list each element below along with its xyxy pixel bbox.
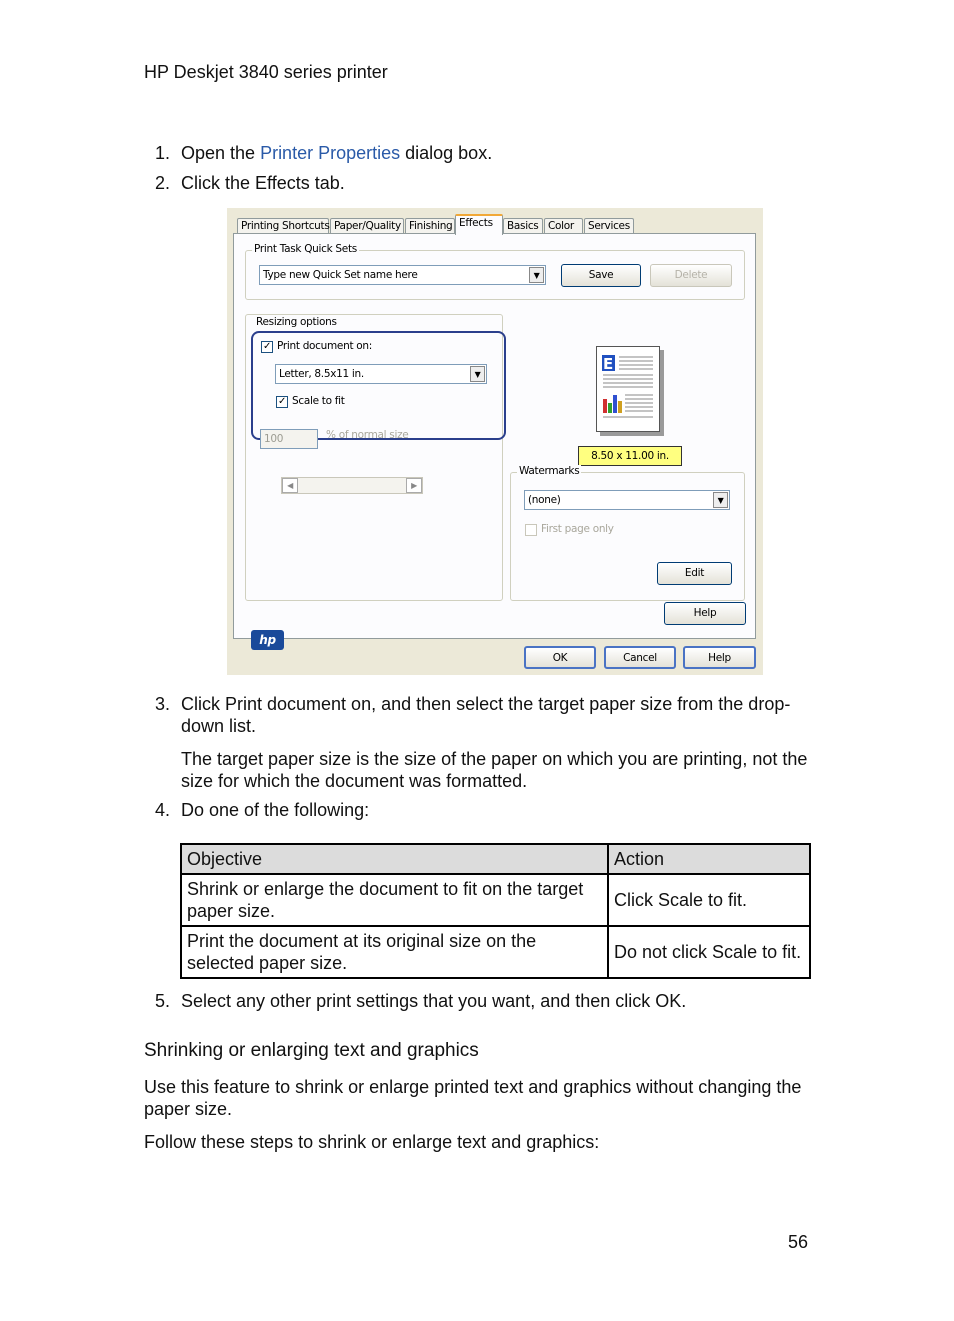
- paper-size-readout: 8.50 x 11.00 in.: [578, 446, 682, 466]
- tab-effects[interactable]: Effects: [455, 214, 503, 235]
- objective-cell: Shrink or enlarge the document to fit on the target paper size.: [181, 874, 608, 926]
- cancel-button[interactable]: Cancel: [604, 646, 676, 669]
- delete-button[interactable]: Delete: [650, 264, 732, 287]
- step-text-post: dialog box.: [400, 143, 493, 163]
- table-header-row: [181, 844, 810, 874]
- quick-set-combo[interactable]: [259, 265, 546, 285]
- step-text-post: , and then select the target paper size from the drop-down list.: [181, 694, 791, 736]
- paper-size-combo[interactable]: [275, 364, 487, 384]
- document-preview-icon: [597, 347, 659, 431]
- table-row: [181, 874, 810, 926]
- table-header-objective: Objective: [181, 844, 608, 874]
- chevron-down-icon[interactable]: ▼: [713, 492, 728, 508]
- action-cell: [608, 874, 810, 926]
- ok-button[interactable]: OK: [524, 646, 596, 669]
- tab-printing-shortcuts[interactable]: Printing Shortcuts: [237, 218, 329, 234]
- page-preview: [596, 346, 660, 432]
- tab-finishing[interactable]: Finishing: [405, 218, 455, 234]
- action-pre: Do not click: [614, 942, 713, 962]
- resizing-title: Resizing options: [256, 316, 337, 328]
- action-term: Scale to fit: [712, 942, 797, 962]
- percent-slider[interactable]: [281, 477, 423, 494]
- chevron-right-icon[interactable]: ▶: [406, 478, 422, 493]
- tab-services[interactable]: Services: [584, 218, 634, 234]
- step-number: 3.: [155, 694, 171, 714]
- watermarks-title: Watermarks: [519, 465, 580, 477]
- step-text: [181, 142, 813, 164]
- hp-logo: hp: [251, 630, 284, 650]
- page-number: 56: [788, 1232, 809, 1252]
- effects-panel: [233, 233, 756, 647]
- effects-term: Effects: [255, 173, 310, 193]
- watermark-value: (none): [528, 494, 561, 506]
- edit-button[interactable]: Edit: [657, 562, 732, 585]
- watermark-combo[interactable]: [524, 490, 730, 510]
- step-number: 2.: [155, 173, 171, 193]
- action-pre: Click: [614, 890, 658, 910]
- step-text: [181, 990, 813, 1012]
- tab-basics[interactable]: Basics: [503, 218, 543, 234]
- percent-field[interactable]: 100: [260, 429, 318, 449]
- dialog-help-button[interactable]: Help: [683, 646, 756, 669]
- quick-set-value: Type new Quick Set name here: [263, 269, 418, 281]
- section-paragraph-1: Use this feature to shrink or enlarge printed text and graphics without changing the paper size.: [144, 1077, 802, 1119]
- step-text: Do one of the following:: [181, 800, 370, 820]
- section-heading: Shrinking or enlarging text and graphics: [144, 1040, 479, 1061]
- help-button[interactable]: Help: [664, 602, 746, 625]
- step-number: 4.: [155, 800, 171, 820]
- quick-sets-title: Print Task Quick Sets: [254, 243, 357, 255]
- chevron-down-icon[interactable]: ▼: [529, 267, 544, 283]
- first-page-only-checkbox[interactable]: [525, 524, 537, 536]
- running-header: HP Deskjet 3840 series printer: [144, 62, 388, 82]
- step-text-pre: Click: [181, 694, 225, 714]
- step-number: 1.: [155, 143, 171, 163]
- action-cell: [608, 926, 810, 978]
- scale-to-fit-label: Scale to fit: [292, 395, 345, 407]
- first-page-only-label: First page only: [541, 523, 614, 535]
- step-text-pre: Click the: [181, 173, 256, 193]
- step-text: [181, 693, 813, 737]
- svg-text:E: E: [603, 355, 613, 373]
- action-term: Scale to fit: [658, 890, 743, 910]
- step-text-post: tab.: [309, 173, 345, 193]
- print-document-on-label: Print document on:: [277, 340, 373, 352]
- step-text-post: .: [681, 991, 687, 1011]
- tab-paper-quality[interactable]: Paper/Quality: [330, 218, 404, 234]
- chevron-left-icon[interactable]: ◀: [282, 478, 298, 493]
- objective-cell: Print the document at its original size on the selected paper size.: [181, 926, 608, 978]
- action-post: .: [796, 942, 802, 962]
- paper-size-value: Letter, 8.5x11 in.: [279, 368, 364, 380]
- printer-properties-link[interactable]: Printer Properties: [260, 143, 401, 163]
- tab-color[interactable]: Color: [544, 218, 583, 234]
- save-button[interactable]: Save: [561, 264, 641, 287]
- print-document-on-checkbox[interactable]: ✓: [262, 341, 272, 352]
- step-3-note: The target paper size is the size of the paper on which you are printing, not the size for which the document was formatted.: [181, 749, 808, 791]
- table-header-action: Action: [608, 844, 810, 874]
- scale-to-fit-checkbox[interactable]: ✓: [277, 396, 287, 407]
- step-text-pre: Open the: [181, 143, 261, 163]
- ok-term: OK: [655, 991, 682, 1011]
- chevron-down-icon[interactable]: ▼: [470, 366, 485, 382]
- step-text: [181, 172, 813, 194]
- print-document-on-term: Print document on: [225, 694, 372, 714]
- step-text-pre: Select any other print settings that you want, and then click: [181, 991, 656, 1011]
- quick-sets-group: [245, 243, 745, 300]
- section-paragraph-2: Follow these steps to shrink or enlarge text and graphics:: [144, 1132, 600, 1152]
- watermarks-group: [510, 465, 745, 601]
- action-post: .: [742, 890, 748, 910]
- step-number: 5.: [155, 991, 171, 1011]
- percent-label: % of normal size: [326, 429, 409, 441]
- table-row: [181, 926, 810, 978]
- printer-properties-dialog: [227, 208, 763, 675]
- objective-action-table: [180, 843, 811, 979]
